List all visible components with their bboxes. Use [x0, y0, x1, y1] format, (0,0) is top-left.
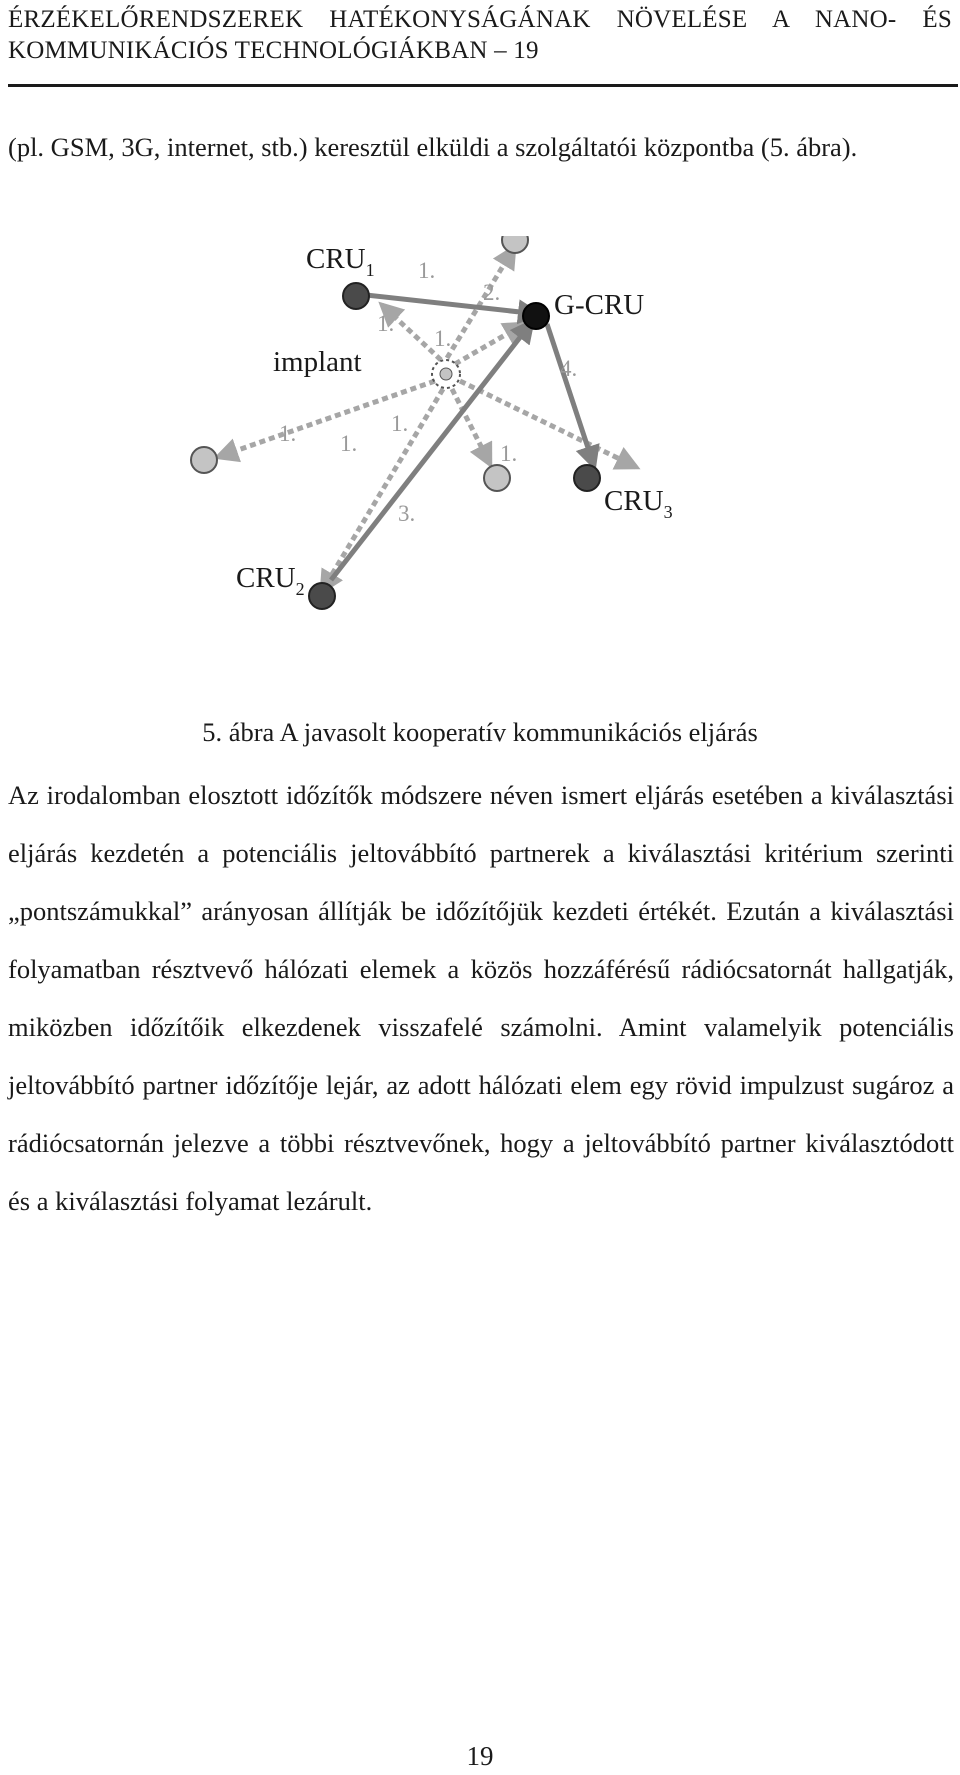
step-label-2: 2.: [483, 280, 501, 305]
relay-edges: [331, 295, 594, 580]
paragraph-intro: (pl. GSM, 3G, internet, stb.) keresztül elküldi a szolgáltatói központba (5. ábra).: [8, 132, 858, 162]
step-label-1-cru3: 1.: [500, 441, 518, 466]
node-cru1: [343, 283, 369, 309]
header-rule: [8, 84, 958, 87]
network-diagram: [190, 236, 780, 696]
step-label-1-gcru: 1.: [434, 326, 452, 351]
paragraph-main: Az irodalomban elosztott időzítők módszere néven ismert eljárás esetében a kiválasztási eljárás kezdetén a potenciális jeltovábbító partnerek a kiválasztási kritérium szerinti „pontszámukkal” arányosan állítják be időzítőjük kezdeti értékét. Ezután a kiválasztási folyamatban résztvevő hálózati elemek a közös hozzáférésű rádiócsatornát hallgatják, miközben időzítőik elkezdenek visszafelé számolni. Amint valamelyik potenciális jeltovábbító partner időzítője lejár, az adott hálózati elem egy rövid impulzust sugároz a rádiócsatornán jelezve a többi résztvevőnek, hogy a jeltovábbító partner kiválasztódott és a kiválasztási folyamat lezárult.: [8, 780, 954, 1216]
step-label-1-top: 1.: [418, 258, 436, 283]
node-cru2: [309, 583, 335, 609]
node-top-light: [502, 236, 528, 253]
node-implant: [440, 368, 452, 380]
step-label-3: 3.: [398, 501, 416, 526]
node-gcru: [523, 303, 549, 329]
page-number: 19: [466, 1741, 494, 1771]
label-implant: implant: [273, 346, 362, 378]
edge-implant-to-cru2: [322, 389, 443, 591]
step-label-1-cru1: 1.: [377, 311, 395, 336]
step-label-1-left: 1.: [279, 421, 297, 446]
label-cru1: $CRU_1$: [306, 243, 375, 280]
label-cru2: $CRU_2$: [236, 562, 305, 599]
edge-gcru-to-cru3: [547, 324, 594, 466]
step-label-1-center: 1.: [391, 411, 409, 436]
node-center-light: [484, 465, 510, 491]
step-label-1-cru2: 1.: [340, 431, 358, 456]
node-cru3: [574, 465, 600, 491]
running-header: ÉRZÉKELŐRENDSZEREK HATÉKONYSÁGÁNAK NÖVELÉSE A NANO- ÉS KOMMUNIKÁCIÓS TECHNOLÓGIÁKBAN – 19: [8, 6, 952, 64]
node-left-light: [191, 447, 217, 473]
label-gcru: G-CRU: [554, 289, 645, 321]
figure-cooperative-communication: [190, 236, 780, 696]
label-cru3: $CRU_3$: [604, 485, 673, 522]
step-label-4: 4.: [560, 356, 578, 381]
figure-caption: 5. ábra A javasolt kooperatív kommunikációs eljárás: [202, 717, 758, 747]
